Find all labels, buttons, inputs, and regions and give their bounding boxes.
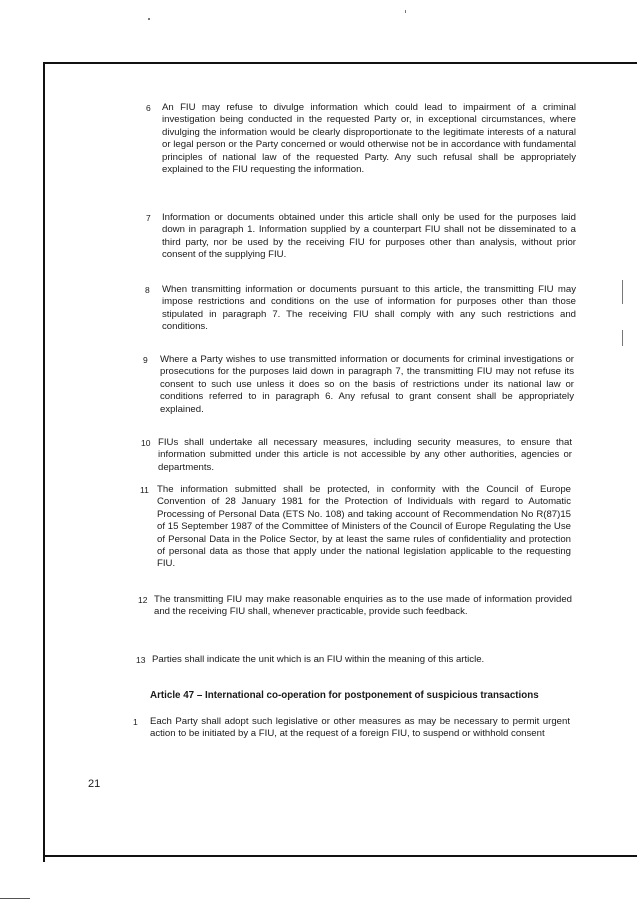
paragraph-8: When transmitting information or documents pursuant to this article, the transmitting FIU may impose restrictions and conditions on the use of information for purposes other than those stipulated in paragraph 7. The receiving FIU shall comply with any such restrictions and conditions. xyxy=(162,284,576,333)
footer-rule xyxy=(0,898,30,899)
paragraph-7: Information or documents obtained under this article shall only be used for the purposes laid down in paragraph 1. Information supplied by a counterpart FIU shall not be disseminated to a third party, nor be used by the receiving FIU for purposes other than analysis, without prior consent of the supplying FIU. xyxy=(162,212,576,261)
scan-speck xyxy=(622,330,623,346)
paragraph-number: 11 xyxy=(140,485,149,495)
paragraph-number: 7 xyxy=(146,213,151,223)
paragraph-number: 10 xyxy=(141,438,151,448)
paragraph-number: 12 xyxy=(138,595,148,605)
paragraph-12: The transmitting FIU may make reasonable enquiries as to the use made of information provided and the receiving FIU shall, whenever practicable, provide such feedback. xyxy=(154,594,572,618)
scan-speck xyxy=(405,10,406,13)
page-frame-top xyxy=(43,62,637,64)
paragraph-10: FIUs shall undertake all necessary measures, including security measures, to ensure that information submitted under this article is not accessible by any other authorities, agencies or departments. xyxy=(158,437,572,473)
page-frame-left xyxy=(43,62,45,862)
scan-speck xyxy=(622,280,623,304)
article-47-paragraph-1: Each Party shall adopt such legislative or other measures as may be necessary to permit urgent action to be initiated by a FIU, at the request of a foreign FIU, to suspend or withhold consent xyxy=(150,716,570,740)
paragraph-6: An FIU may refuse to divulge information which could lead to impairment of a criminal investigation being conducted in the requested Party or, in exceptional circumstances, where divulging the information would be clearly disproportionate to the legitimate interests of a natural or legal person or the Party concerned or would otherwise not be in accordance with fundamental principles of national law of the requested Party. Any such refusal shall be appropriately explained to the FIU requesting the information. xyxy=(162,102,576,176)
paragraph-11: The information submitted shall be protected, in conformity with the Council of Europe Convention of 28 January 1981 for the Protection of Individuals with regard to Automatic Processing of Personal Data (ETS No. 108) and taking account of Recommendation No R(87)15 of 15 September 1987 of the Committee of Ministers of the Council of Europe Regulating the Use of Personal Data in the Police Sector, by at least the same rules of confidentiality and protection of personal data as those that apply under the national legislation applicable to the requesting FIU. xyxy=(157,484,571,570)
paragraph-9: Where a Party wishes to use transmitted information or documents for criminal investigations or prosecutions for the purposes laid down in paragraph 7, the transmitting FIU may not refuse its consent to such use unless it does so on the basis of restrictions under its national law or conditions referred to in paragraph 6. Any refusal to grant consent shall be appropriately explained. xyxy=(160,354,574,415)
paragraph-13: Parties shall indicate the unit which is an FIU within the meaning of this article. xyxy=(152,654,485,665)
page-frame-bottom xyxy=(43,855,637,857)
article-heading: Article 47 – International co-operation for postponement of suspicious transactions xyxy=(150,690,539,701)
paragraph-number: 1 xyxy=(133,717,138,727)
paragraph-number: 6 xyxy=(146,103,151,113)
scan-speck xyxy=(148,18,150,20)
paragraph-number: 9 xyxy=(143,355,148,365)
paragraph-number: 8 xyxy=(145,285,150,295)
paragraph-number: 13 xyxy=(136,655,146,665)
page-number: 21 xyxy=(88,778,101,790)
